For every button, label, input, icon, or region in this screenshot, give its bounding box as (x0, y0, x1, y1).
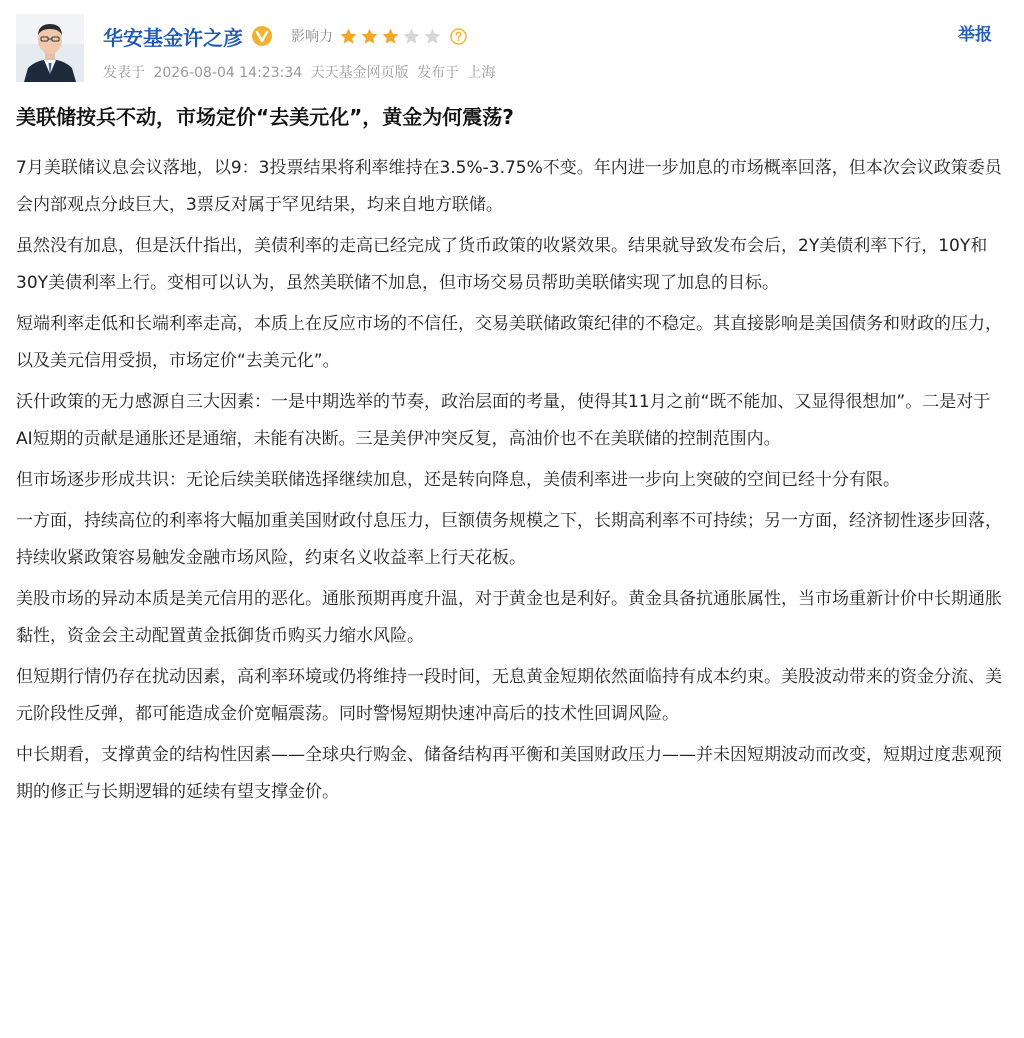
author-name[interactable]: 华安基金许之彦 (103, 25, 243, 50)
post-timestamp: 2026-08-04 14:23:34 (153, 65, 303, 81)
post-header (0, 0, 1024, 92)
paragraph: 7月美联储议息会议落地，以9：3投票结果将利率维持在3.5%-3.75%不变。年内进一步加息的市场概率回落，但本次会议政策委员会内部观点分歧巨大，3票反对属于罕见结果，均来自地方联储。 (16, 158, 1002, 215)
paragraph: 短端利率走低和长端利率走高，本质上在反应市场的不信任，交易美联储政策纪律的不稳定。其直接影响是美国债务和财政的压力，以及美元信用受损，市场定价“去美元化”。 (16, 314, 1002, 371)
star-filled-icon (360, 27, 379, 46)
post-source: 天天基金网页版 (310, 65, 409, 81)
paragraph: 但市场逐步形成共识：无论后续美联储选择继续加息，还是转向降息，美债利率进一步向上突破的空间已经十分有限。 (16, 470, 900, 490)
meta-prefix: 发表于 (103, 65, 145, 81)
help-icon[interactable] (450, 28, 467, 45)
star-filled-icon (381, 27, 400, 46)
author-line (103, 22, 467, 50)
verified-badge-icon (251, 25, 273, 47)
paragraph: 美股市场的异动本质是美元信用的恶化。通胀预期再度升温，对于黄金也是利好。黄金具备抗通胀属性，当市场重新计价中长期通胀黏性，资金会主动配置黄金抵御货币购买力缩水风险。 (16, 589, 1002, 646)
paragraph: 中长期看，支撑黄金的结构性因素——全球央行购金、储备结构再平衡和美国财政压力——并未因短期波动而改变，短期过度悲观预期的修正与长期逻辑的延续有望支撑金价。 (16, 745, 1002, 802)
author-avatar[interactable] (16, 14, 84, 82)
post-content (16, 150, 1006, 815)
post-title: 美联储按兵不动，市场定价“去美元化”，黄金为何震荡? (16, 105, 514, 129)
report-button[interactable]: 举报 (958, 25, 992, 45)
paragraph: 但短期行情仍存在扰动因素，高利率环境或仍将维持一段时间，无息黄金短期依然面临持有成本约束。美股波动带来的资金分流、美元阶段性反弹，都可能造成金价宽幅震荡。同时警惕短期快速冲高后的技术性回调风险。 (16, 667, 1002, 724)
post-meta (103, 62, 500, 82)
star-filled-icon (339, 27, 358, 46)
location-prefix: 发布于 (417, 65, 460, 81)
paragraph: 虽然没有加息，但是沃什指出，美债利率的走高已经完成了货币政策的收紧效果。结果就导致发布会后，2Y美债利率下行，10Y和30Y美债利率上行。变相可以认为，虽然美联储不加息，但市场交易员帮助美联储实现了加息的目标。 (16, 236, 988, 293)
star-empty-icon (423, 27, 442, 46)
star-empty-icon (402, 27, 421, 46)
paragraph: 一方面，持续高位的利率将大幅加重美国财政付息压力，巨额债务规模之下，长期高利率不可持续；另一方面，经济韧性逐步回落，持续收紧政策容易触发金融市场风险，约束名义收益率上行天花板。 (16, 511, 1002, 568)
post-location: 上海 (467, 65, 496, 81)
influence-label: 影响力 (291, 29, 333, 45)
paragraph: 沃什政策的无力感源自三大因素：一是中期选举的节奏，政治层面的考量，使得其11月之前“既不能加、又显得很想加”。二是对于AI短期的贡献是通胀还是通缩，未能有决断。三是美伊冲突反复，高油价也不在美联储的控制范围内。 (16, 392, 991, 449)
influence-rating (339, 27, 444, 46)
